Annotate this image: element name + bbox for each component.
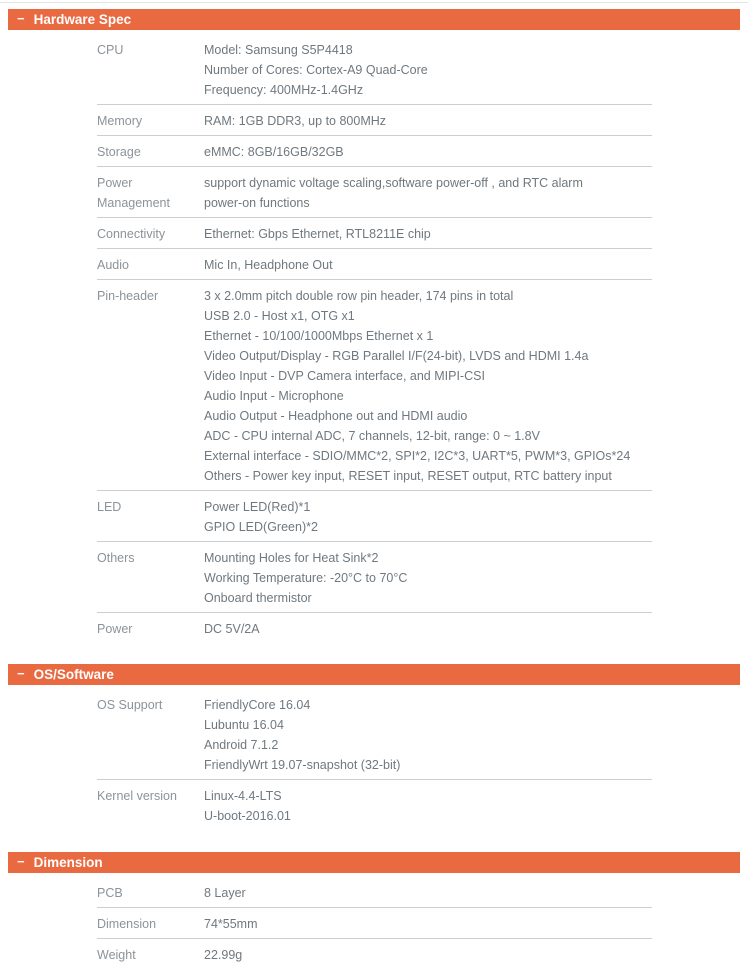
row-value xyxy=(204,619,652,639)
row-label: Pin-header xyxy=(97,289,159,303)
value-line: Frequency: 400MHz-1.4GHz xyxy=(204,83,364,97)
value-line: Ethernet: Gbps Ethernet, RTL8211E chip xyxy=(204,227,431,241)
section-title: Dimension xyxy=(33,855,103,870)
section-title: OS/Software xyxy=(33,667,114,682)
value-line: FriendlyWrt 19.07-snapshot (32-bit) xyxy=(204,758,401,772)
table-row xyxy=(97,939,652,969)
row-label: Weight xyxy=(97,948,136,962)
row-value xyxy=(204,111,652,131)
row-label: Storage xyxy=(97,145,141,159)
table-row xyxy=(97,908,652,939)
value-line: power-on functions xyxy=(204,196,310,210)
value-line: Mic In, Headphone Out xyxy=(204,258,333,272)
row-label: Power Management xyxy=(97,176,170,210)
row-label: CPU xyxy=(97,43,124,57)
row-label: LED xyxy=(97,500,122,514)
table-row xyxy=(97,218,652,249)
value-line: FriendlyCore 16.04 xyxy=(204,698,311,712)
value-line: Audio Output - Headphone out and HDMI audio xyxy=(204,409,468,423)
table-row xyxy=(97,249,652,280)
value-line: eMMC: 8GB/16GB/32GB xyxy=(204,145,344,159)
section-title: Hardware Spec xyxy=(33,12,132,27)
table-row xyxy=(97,613,652,643)
table-row xyxy=(97,491,652,542)
value-line: USB 2.0 - Host x1, OTG x1 xyxy=(204,309,355,323)
section-header-os-software[interactable] xyxy=(8,664,740,685)
row-label: Power xyxy=(97,622,133,636)
table-row xyxy=(97,780,652,830)
collapse-minus-icon: − xyxy=(17,11,25,26)
value-line: DC 5V/2A xyxy=(204,622,260,636)
row-value xyxy=(204,883,652,903)
row-value xyxy=(204,695,652,775)
spec-section-hardware-spec xyxy=(0,9,748,658)
value-line: 74*55mm xyxy=(204,917,258,931)
value-line: Audio Input - Microphone xyxy=(204,389,344,403)
value-line: 3 x 2.0mm pitch double row pin header, 174 pins in total xyxy=(204,289,514,303)
value-line: Model: Samsung S5P4418 xyxy=(204,43,353,57)
table-row xyxy=(97,34,652,105)
top-divider xyxy=(0,2,748,3)
sections-container xyxy=(0,9,748,969)
section-gap xyxy=(0,830,748,846)
row-value xyxy=(204,142,652,162)
value-line: Others - Power key input, RESET input, RESET output, RTC battery input xyxy=(204,469,612,483)
value-line: Mounting Holes for Heat Sink*2 xyxy=(204,551,379,565)
value-line: ADC - CPU internal ADC, 7 channels, 12-bit, range: 0 ~ 1.8V xyxy=(204,429,540,443)
table-row xyxy=(97,167,652,218)
table-row xyxy=(97,105,652,136)
section-header-hardware-spec[interactable] xyxy=(8,9,740,30)
value-line: 22.99g xyxy=(204,948,243,962)
row-value xyxy=(204,945,652,965)
value-line: Ethernet - 10/100/1000Mbps Ethernet x 1 xyxy=(204,329,434,343)
value-line: Number of Cores: Cortex-A9 Quad-Core xyxy=(204,63,428,77)
spec-section-dimension xyxy=(0,852,748,969)
row-label: Audio xyxy=(97,258,129,272)
section-gap xyxy=(0,643,748,658)
row-value xyxy=(204,914,652,934)
value-line: Lubuntu 16.04 xyxy=(204,718,284,732)
value-line: support dynamic voltage scaling,software power-off , and RTC alarm xyxy=(204,176,583,190)
row-value xyxy=(204,224,652,244)
value-line: Video Input - DVP Camera interface, and MIPI-CSI xyxy=(204,369,485,383)
row-label: Connectivity xyxy=(97,227,166,241)
table-row xyxy=(97,280,652,491)
row-value xyxy=(204,255,652,275)
row-value xyxy=(204,173,652,213)
row-value xyxy=(204,40,652,100)
row-value xyxy=(204,786,652,826)
row-label: Kernel version xyxy=(97,789,177,803)
collapse-minus-icon: − xyxy=(17,666,25,681)
row-label: Others xyxy=(97,551,135,565)
table-row xyxy=(97,689,652,780)
table-row xyxy=(97,542,652,613)
collapse-minus-icon: − xyxy=(17,854,25,869)
value-line: External interface - SDIO/MMC*2, SPI*2, I2C*3, UART*5, PWM*3, GPIOs*24 xyxy=(204,449,631,463)
table-row xyxy=(97,136,652,167)
value-line: Power LED(Red)*1 xyxy=(204,500,311,514)
row-label: Memory xyxy=(97,114,143,128)
spec-table xyxy=(97,34,652,643)
spec-section-os-software xyxy=(0,664,748,846)
value-line: GPIO LED(Green)*2 xyxy=(204,520,318,534)
value-line: Video Output/Display - RGB Parallel I/F(24-bit), LVDS and HDMI 1.4a xyxy=(204,349,589,363)
value-line: RAM: 1GB DDR3, up to 800MHz xyxy=(204,114,387,128)
spec-table xyxy=(97,877,652,969)
value-line: Android 7.1.2 xyxy=(204,738,279,752)
row-label: PCB xyxy=(97,886,123,900)
row-label: Dimension xyxy=(97,917,157,931)
row-value xyxy=(204,286,652,486)
value-line: 8 Layer xyxy=(204,886,246,900)
value-line: U-boot-2016.01 xyxy=(204,809,291,823)
row-label: OS Support xyxy=(97,698,163,712)
spec-table xyxy=(97,689,652,830)
row-value xyxy=(204,497,652,537)
value-line: Onboard thermistor xyxy=(204,591,312,605)
section-header-dimension[interactable] xyxy=(8,852,740,873)
spec-page xyxy=(0,2,748,962)
value-line: Linux-4.4-LTS xyxy=(204,789,282,803)
table-row xyxy=(97,877,652,908)
value-line: Working Temperature: -20°C to 70°C xyxy=(204,571,408,585)
row-value xyxy=(204,548,652,608)
